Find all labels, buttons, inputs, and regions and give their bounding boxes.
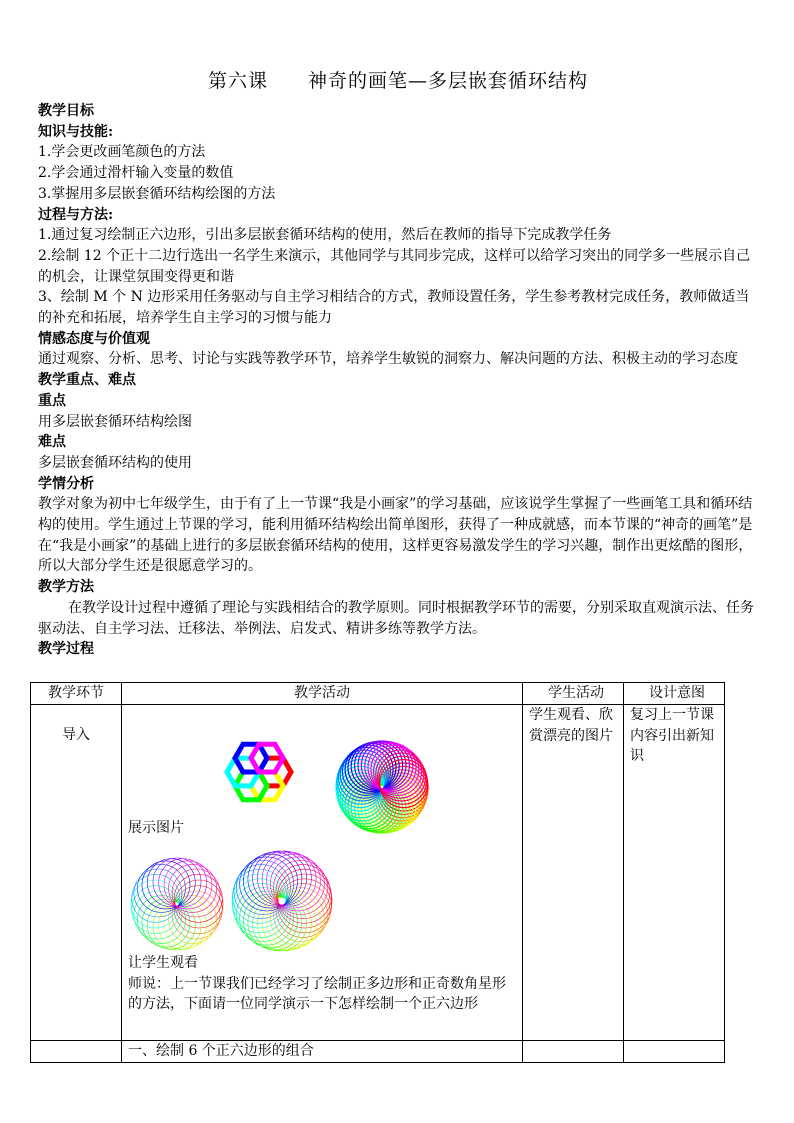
intent-cell: 复习上一节课内容引出新知识 (624, 705, 725, 1041)
activity-cell (122, 705, 523, 1041)
emotion-text: 通过观察、分析、思考、讨论与实践等教学环节，培养学生敏锐的洞察力、解决问题的方法、积极主动的学习态度 (38, 351, 738, 368)
process-item-3: 3、绘制 M 个 N 边形采用任务驱动与自主学习相结合的方式，教师设置任务，学生参考教材完成任务，教师做适当的补充和拓展，培养学生自主学习的习惯与能力 (38, 289, 750, 327)
method-text: 在教学设计过程中遵循了理论与实践相结合的教学原则。同时根据教学环节的需要，分别采取直观演示法、任务驱动法、自主学习法、迁移法、举例法、启发式、精讲多练等教学方法。 (38, 599, 754, 637)
document-body (38, 101, 756, 660)
heading-difficulty: 难点 (38, 434, 66, 451)
teacher-text: 师说：上一节课我们已经学习了绘制正多边形和正奇数角星形的方法，下面请一位同学演示一下怎样绘制一个正六边形 (128, 975, 506, 1012)
hexagon-rosette-image (214, 727, 304, 817)
activity-cell-2: 一、绘制 6 个正六边形的组合 (122, 1041, 523, 1063)
empty-cell (523, 1041, 624, 1063)
observe-text: 让学生观看 (128, 955, 198, 971)
heading-emotion: 情感态度与价值观 (38, 330, 150, 347)
knowledge-item-2: 2.学会通过滑杆输入变量的数值 (38, 165, 234, 182)
table-header-row (31, 683, 725, 705)
header-activity: 教学活动 (122, 683, 523, 705)
empty-cell (31, 1041, 122, 1063)
circle-pattern-image-1 (128, 855, 226, 953)
heading-process: 过程与方法: (38, 206, 114, 223)
show-images-label: 展示图片 (128, 820, 184, 836)
knowledge-item-3: 3.掌握用多层嵌套循环结构绘图的方法 (38, 185, 276, 202)
heading-key: 重点 (38, 392, 66, 409)
heading-knowledge: 知识与技能: (38, 123, 114, 140)
stage-cell: 导入 (31, 705, 122, 1041)
page-title: 第六课 神奇的画笔—多层嵌套循环结构 (207, 70, 588, 92)
procedure-table (30, 682, 725, 1063)
empty-cell (624, 1041, 725, 1063)
heading-method: 教学方法 (38, 579, 94, 596)
table-row (31, 1041, 725, 1063)
heading-goals: 教学目标 (38, 103, 94, 119)
rainbow-spiral-image (334, 739, 430, 835)
table-row (31, 705, 725, 1041)
images-area (122, 705, 522, 1040)
heading-keypoints: 教学重点、难点 (38, 372, 136, 389)
circle-pattern-image-2 (230, 849, 334, 953)
heading-analysis: 学情分析 (38, 475, 94, 492)
process-item-2: 2.绘制 12 个正十二边行选出一名学生来演示，其他同学与其同步完成，这样可以给学习突出的同学多一些展示自己的机会，让课堂氛围变得更和谐 (38, 247, 751, 285)
heading-procedure: 教学过程 (38, 641, 94, 658)
analysis-text: 教学对象为初中七年级学生，由于有了上一节课“我是小画家”的学习基础，应该说学生掌握了一些画笔工具和循环结构的使用。学生通过上节课的学习，能利用循环结构绘出简单图形，获得了一种成就感，而本节课的“神奇的画笔”是在“我是小画家”的基础上进行的多层嵌套循环结构的使用，这样更容易激发学生的学习兴趣，制作出更炫酷的图形，所以大部分学生还是很愿意学习的。 (38, 496, 753, 575)
process-item-1: 1.通过复习绘制正六边形，引出多层嵌套循环结构的使用，然后在教师的指导下完成教学任务 (38, 227, 612, 244)
key-text: 用多层嵌套循环结构绘图 (38, 413, 192, 430)
student-cell: 学生观看、欣赏漂亮的图片 (523, 705, 624, 1041)
header-stage: 教学环节 (31, 683, 122, 705)
difficulty-text: 多层嵌套循环结构的使用 (38, 454, 192, 471)
header-intent: 设计意图 (624, 683, 725, 705)
knowledge-item-1: 1.学会更改画笔颜色的方法 (38, 144, 206, 161)
header-student: 学生活动 (523, 683, 624, 705)
